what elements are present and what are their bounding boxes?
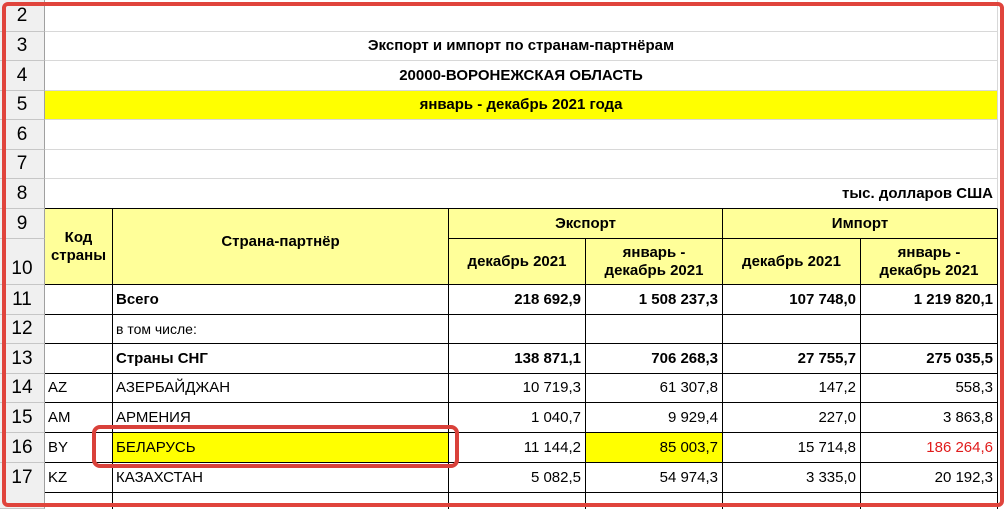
code-cell[interactable]: AZ: [45, 374, 113, 403]
row-header-3[interactable]: 3: [0, 32, 45, 61]
export-year-cell[interactable]: 54 974,3: [586, 463, 723, 493]
code-cell[interactable]: [45, 315, 113, 344]
import-year-cell[interactable]: 558,3: [861, 374, 998, 403]
export-year-cell[interactable]: 706 268,3: [586, 344, 723, 374]
export-year-cell[interactable]: 61 307,8: [586, 374, 723, 403]
import-dec-cell[interactable]: 227,0: [723, 403, 861, 433]
country-cell[interactable]: АЗЕРБАЙДЖАН: [113, 374, 449, 403]
header-import: Импорт: [723, 209, 998, 239]
row-header-8[interactable]: 8: [0, 179, 45, 209]
header-export-dec: декабрь 2021: [449, 239, 586, 285]
code-cell[interactable]: [45, 285, 113, 315]
country-cell[interactable]: КАЗАХСТАН: [113, 463, 449, 493]
row-header-12[interactable]: 12: [0, 315, 45, 344]
row-7-cell[interactable]: [45, 150, 998, 179]
row-header-15[interactable]: 15: [0, 403, 45, 433]
export-dec-cell-partial[interactable]: [449, 493, 586, 509]
import-year-cell-partial[interactable]: [861, 493, 998, 509]
country-cell-highlighted[interactable]: БЕЛАРУСЬ: [113, 433, 449, 463]
import-dec-cell[interactable]: 27 755,7: [723, 344, 861, 374]
row-header-10[interactable]: 10: [0, 239, 45, 285]
export-dec-cell[interactable]: 1 040,7: [449, 403, 586, 433]
country-cell[interactable]: Страны СНГ: [113, 344, 449, 374]
import-dec-cell[interactable]: 107 748,0: [723, 285, 861, 315]
export-dec-cell[interactable]: 11 144,2: [449, 433, 586, 463]
row-header-6[interactable]: 6: [0, 120, 45, 150]
code-cell-partial[interactable]: [45, 493, 113, 509]
row-2-cell[interactable]: [45, 0, 998, 32]
report-units: тыс. долларов США: [45, 179, 998, 209]
export-dec-cell[interactable]: 5 082,5: [449, 463, 586, 493]
import-year-cell[interactable]: 275 035,5: [861, 344, 998, 374]
header-country: Страна-партнёр: [113, 209, 449, 285]
row-header-11[interactable]: 11: [0, 285, 45, 315]
code-cell[interactable]: AM: [45, 403, 113, 433]
row-header-7[interactable]: 7: [0, 150, 45, 179]
import-dec-cell[interactable]: 3 335,0: [723, 463, 861, 493]
header-export: Экспорт: [449, 209, 723, 239]
header-import-year: январь - декабрь 2021: [861, 239, 998, 285]
country-cell-partial[interactable]: [113, 493, 449, 509]
header-export-year: январь - декабрь 2021: [586, 239, 723, 285]
import-dec-cell[interactable]: [723, 315, 861, 344]
code-cell[interactable]: [45, 344, 113, 374]
row-header-17[interactable]: 17: [0, 463, 45, 509]
row-header-4[interactable]: 4: [0, 61, 45, 91]
import-year-cell[interactable]: 1 219 820,1: [861, 285, 998, 315]
import-year-cell[interactable]: 20 192,3: [861, 463, 998, 493]
report-title: Экспорт и импорт по странам-партнёрам: [45, 32, 998, 61]
code-cell[interactable]: BY: [45, 433, 113, 463]
import-year-cell-red[interactable]: 186 264,6: [861, 433, 998, 463]
import-dec-cell-partial[interactable]: [723, 493, 861, 509]
row-header-13[interactable]: 13: [0, 344, 45, 374]
export-year-cell-highlighted[interactable]: 85 003,7: [586, 433, 723, 463]
country-cell[interactable]: в том числе:: [113, 315, 449, 344]
export-year-cell[interactable]: 1 508 237,3: [586, 285, 723, 315]
report-period: январь - декабрь 2021 года: [45, 91, 998, 120]
row-header-2[interactable]: 2: [0, 0, 45, 32]
country-cell[interactable]: Всего: [113, 285, 449, 315]
row-6-cell[interactable]: [45, 120, 998, 150]
export-dec-cell[interactable]: 10 719,3: [449, 374, 586, 403]
report-region: 20000-ВОРОНЕЖСКАЯ ОБЛАСТЬ: [45, 61, 998, 91]
import-dec-cell[interactable]: 147,2: [723, 374, 861, 403]
export-dec-cell[interactable]: 138 871,1: [449, 344, 586, 374]
country-cell[interactable]: АРМЕНИЯ: [113, 403, 449, 433]
row-header-9[interactable]: 9: [0, 209, 45, 239]
export-dec-cell[interactable]: 218 692,9: [449, 285, 586, 315]
export-year-cell-partial[interactable]: [586, 493, 723, 509]
import-year-cell[interactable]: [861, 315, 998, 344]
header-import-dec: декабрь 2021: [723, 239, 861, 285]
header-code: Код страны: [45, 209, 113, 285]
row-header-16[interactable]: 16: [0, 433, 45, 463]
import-dec-cell[interactable]: 15 714,8: [723, 433, 861, 463]
export-dec-cell[interactable]: [449, 315, 586, 344]
row-header-14[interactable]: 14: [0, 374, 45, 403]
import-year-cell[interactable]: 3 863,8: [861, 403, 998, 433]
export-year-cell[interactable]: 9 929,4: [586, 403, 723, 433]
row-header-5[interactable]: 5: [0, 91, 45, 120]
export-year-cell[interactable]: [586, 315, 723, 344]
code-cell[interactable]: KZ: [45, 463, 113, 493]
